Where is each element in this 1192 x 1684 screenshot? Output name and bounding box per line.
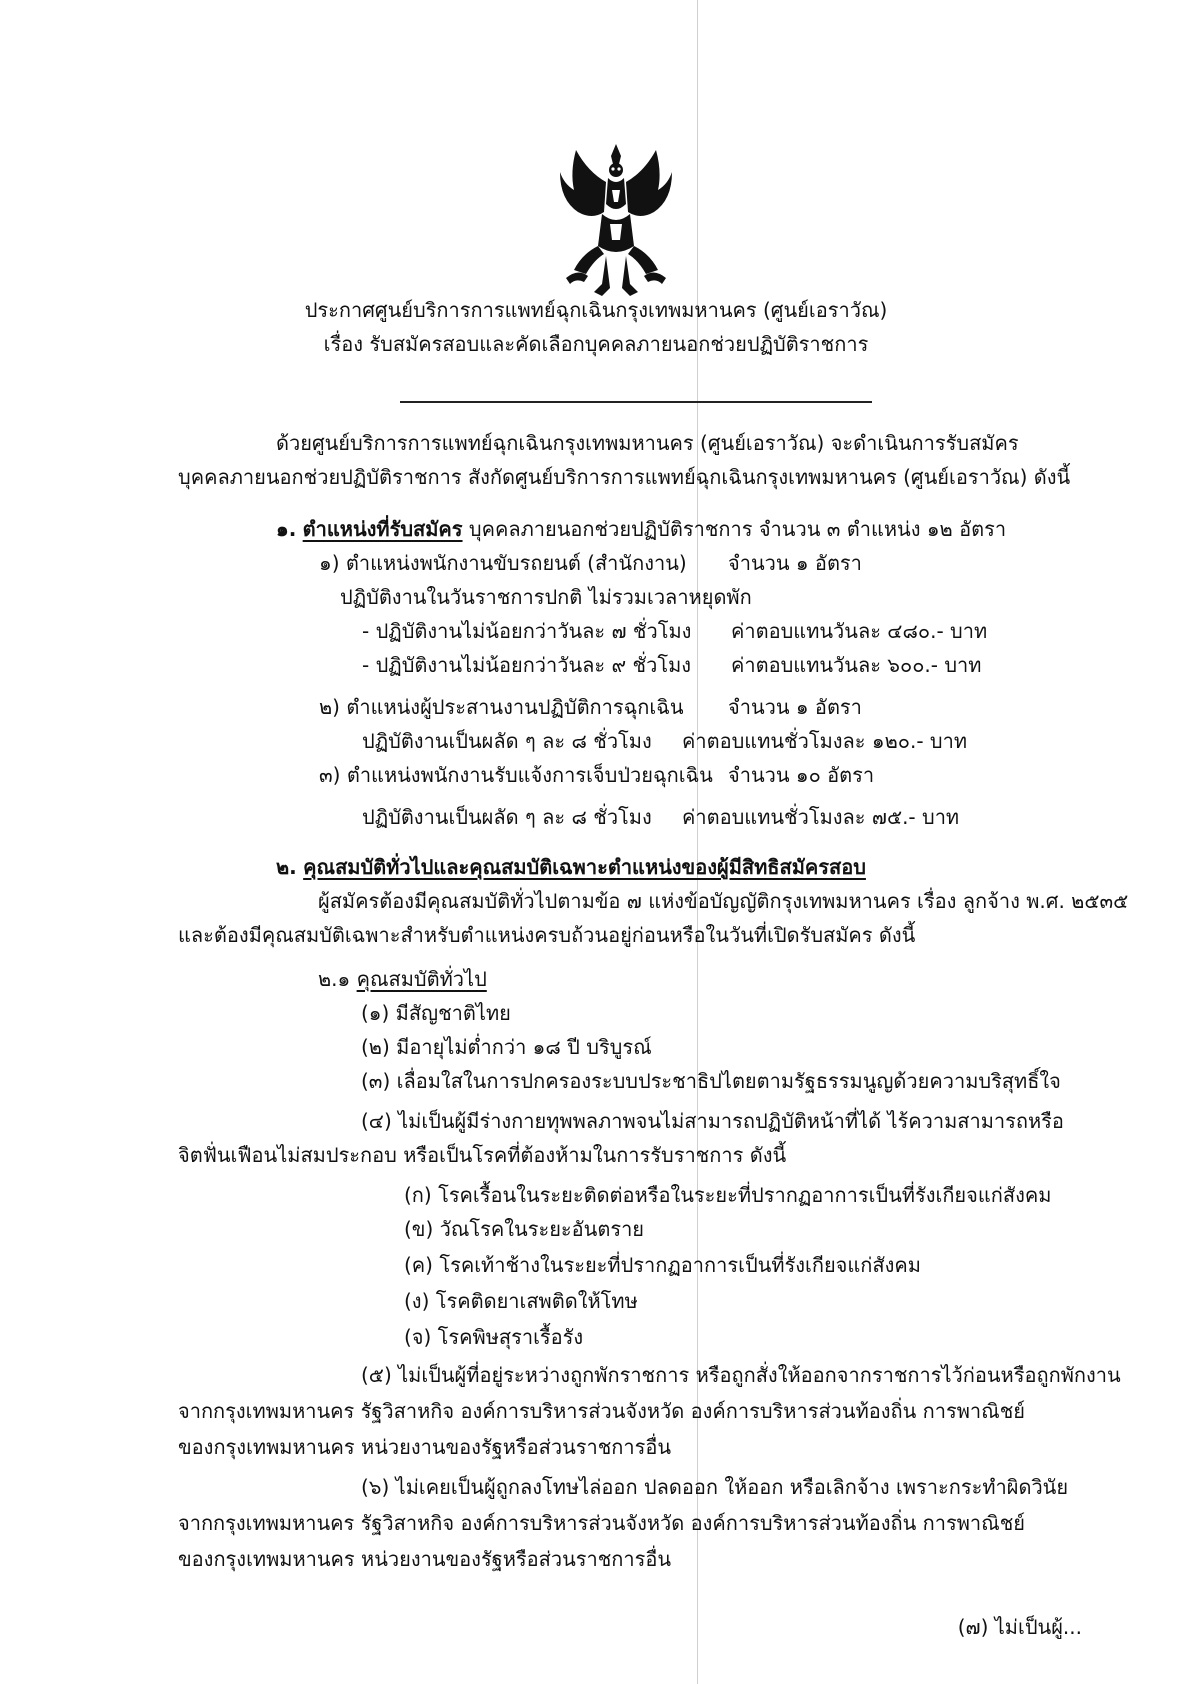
position-2-shift: ปฏิบัติงานเป็นผลัด ๆ ละ ๘ ชั่วโมง xyxy=(362,729,652,753)
position-2-title: ๒) ตำแหน่งผู้ประสานงานปฏิบัติการฉุกเฉิน xyxy=(319,695,684,719)
qualification-5-line-3: ของกรุงเทพมหานคร หน่วยงานของรัฐหรือส่วนราชการอื่น xyxy=(178,1435,672,1459)
disease-item-2: (ข) วัณโรคในระยะอันตราย xyxy=(404,1217,645,1241)
position-1-title: ๑) ตำแหน่งพนักงานขับรถยนต์ (สำนักงาน) xyxy=(319,551,687,575)
qualification-5-line-2: จากกรุงเทพมหานคร รัฐวิสาหกิจ องค์การบริหารส่วนจังหวัด องค์การบริหารส่วนท้องถิ่น การพาณิชย์ xyxy=(178,1399,1026,1423)
section-1-number: ๑. xyxy=(276,517,297,541)
qualification-1: (๑) มีสัญชาติไทย xyxy=(361,1001,511,1025)
qualification-6-line-2: จากกรุงเทพมหานคร รัฐวิสาหกิจ องค์การบริหารส่วนจังหวัด องค์การบริหารส่วนท้องถิ่น การพาณิชย์ xyxy=(178,1511,1026,1535)
disease-item-5: (จ) โรคพิษสุราเรื้อรัง xyxy=(404,1325,584,1349)
subsection-2-1-heading: คุณสมบัติทั่วไป xyxy=(356,967,487,991)
section-2-para-line-2: และต้องมีคุณสมบัติเฉพาะสำหรับตำแหน่งครบถ้วนอยู่ก่อนหรือในวันที่เปิดรับสมัคร ดังนี้ xyxy=(178,923,916,947)
subsection-2-1-number: ๒.๑ xyxy=(318,967,351,991)
qualification-5-line-1: (๕) ไม่เป็นผู้ที่อยู่ระหว่างถูกพักราชการ หรือถูกสั่งให้ออกจากราชการไว้ก่อนหรือถูกพักงาน xyxy=(361,1363,1121,1387)
position-3-shift: ปฏิบัติงานเป็นผลัด ๆ ละ ๘ ชั่วโมง xyxy=(362,805,652,829)
position-2-count: จำนวน ๑ อัตรา xyxy=(728,695,862,719)
position-2-pay: ค่าตอบแทนชั่วโมงละ ๑๒๐.- บาท xyxy=(682,729,968,753)
continued-marker: (๗) ไม่เป็นผู้... xyxy=(957,1615,1082,1639)
qualification-6-line-1: (๖) ไม่เคยเป็นผู้ถูกลงโทษไล่ออก ปลดออก ให้ออก หรือเลิกจ้าง เพราะกระทำผิดวินัย xyxy=(361,1475,1069,1499)
section-1-summary: บุคคลภายนอกช่วยปฏิบัติราชการ จำนวน ๓ ตำแหน่ง ๑๒ อัตรา xyxy=(468,517,1007,541)
page-fold-line xyxy=(697,0,698,1684)
header-divider xyxy=(400,401,872,403)
announcement-title: ประกาศศูนย์บริการการแพทย์ฉุกเฉินกรุงเทพมหานคร (ศูนย์เอราวัณ) xyxy=(304,298,888,322)
section-2-para-line-1: ผู้สมัครต้องมีคุณสมบัติทั่วไปตามข้อ ๗ แห่งข้อบัญญัติกรุงเทพมหานคร เรื่อง ลูกจ้าง พ.ศ. ๒๕๓๕ xyxy=(318,889,1129,913)
position-1-note: ปฏิบัติงานในวันราชการปกติ ไม่รวมเวลาหยุดพัก xyxy=(340,585,752,609)
qualification-3: (๓) เลื่อมใสในการปกครองระบบประชาธิปไตยตามรัฐธรรมนูญด้วยความบริสุทธิ์ใจ xyxy=(361,1069,1061,1093)
qualification-4-line-1: (๔) ไม่เป็นผู้มีร่างกายทุพพลภาพจนไม่สามารถปฏิบัติหน้าที่ได้ ไร้ความสามารถหรือ xyxy=(361,1109,1064,1133)
qualification-2: (๒) มีอายุไม่ต่ำกว่า ๑๘ ปี บริบูรณ์ xyxy=(361,1035,652,1059)
section-1-heading-row xyxy=(276,516,1006,542)
disease-item-4: (ง) โรคติดยาเสพติดให้โทษ xyxy=(404,1289,638,1313)
intro-line-1: ด้วยศูนย์บริการการแพทย์ฉุกเฉินกรุงเทพมหานคร (ศูนย์เอราวัณ) จะดำเนินการรับสมัคร xyxy=(276,431,1019,455)
section-2-heading-row xyxy=(276,854,866,880)
garuda-emblem-icon xyxy=(558,142,674,300)
position-1-count: จำนวน ๑ อัตรา xyxy=(728,551,862,575)
intro-line-2: บุคคลภายนอกช่วยปฏิบัติราชการ สังกัดศูนย์บริการการแพทย์ฉุกเฉินกรุงเทพมหานคร (ศูนย์เอราวัณ) ดังนี้ xyxy=(178,465,1071,489)
section-2-number: ๒. xyxy=(276,855,297,879)
announcement-subject: เรื่อง รับสมัครสอบและคัดเลือกบุคคลภายนอกช่วยปฏิบัติราชการ xyxy=(323,332,869,356)
position-1-rate-2-pay: ค่าตอบแทนวันละ ๖๐๐.- บาท xyxy=(731,653,982,677)
section-1-heading: ตำแหน่งที่รับสมัคร xyxy=(302,517,463,541)
disease-item-3: (ค) โรคเท้าช้างในระยะที่ปรากฏอาการเป็นที่รังเกียจแก่สังคม xyxy=(404,1253,921,1277)
disease-item-1: (ก) โรคเรื้อนในระยะติดต่อหรือในระยะที่ปรากฏอาการเป็นที่รังเกียจแก่สังคม xyxy=(404,1183,1052,1207)
position-3-count: จำนวน ๑๐ อัตรา xyxy=(728,763,875,787)
qualification-4-line-2: จิตฟั่นเฟือนไม่สมประกอบ หรือเป็นโรคที่ต้องห้ามในการรับราชการ ดังนี้ xyxy=(178,1143,787,1167)
position-1-rate-1-pay: ค่าตอบแทนวันละ ๔๘๐.- บาท xyxy=(731,619,988,643)
position-1-rate-2-hours: - ปฏิบัติงานไม่น้อยกว่าวันละ ๙ ชั่วโมง xyxy=(362,653,692,677)
position-3-pay: ค่าตอบแทนชั่วโมงละ ๗๕.- บาท xyxy=(682,805,960,829)
qualification-6-line-3: ของกรุงเทพมหานคร หน่วยงานของรัฐหรือส่วนราชการอื่น xyxy=(178,1547,672,1571)
subsection-2-1-heading-row xyxy=(318,966,487,992)
section-2-heading: คุณสมบัติทั่วไปและคุณสมบัติเฉพาะตำแหน่งของผู้มีสิทธิสมัครสอบ xyxy=(303,855,866,879)
position-1-rate-1-hours: - ปฏิบัติงานไม่น้อยกว่าวันละ ๗ ชั่วโมง xyxy=(362,619,692,643)
position-3-title: ๓) ตำแหน่งพนักงานรับแจ้งการเจ็บป่วยฉุกเฉิน xyxy=(319,763,713,787)
